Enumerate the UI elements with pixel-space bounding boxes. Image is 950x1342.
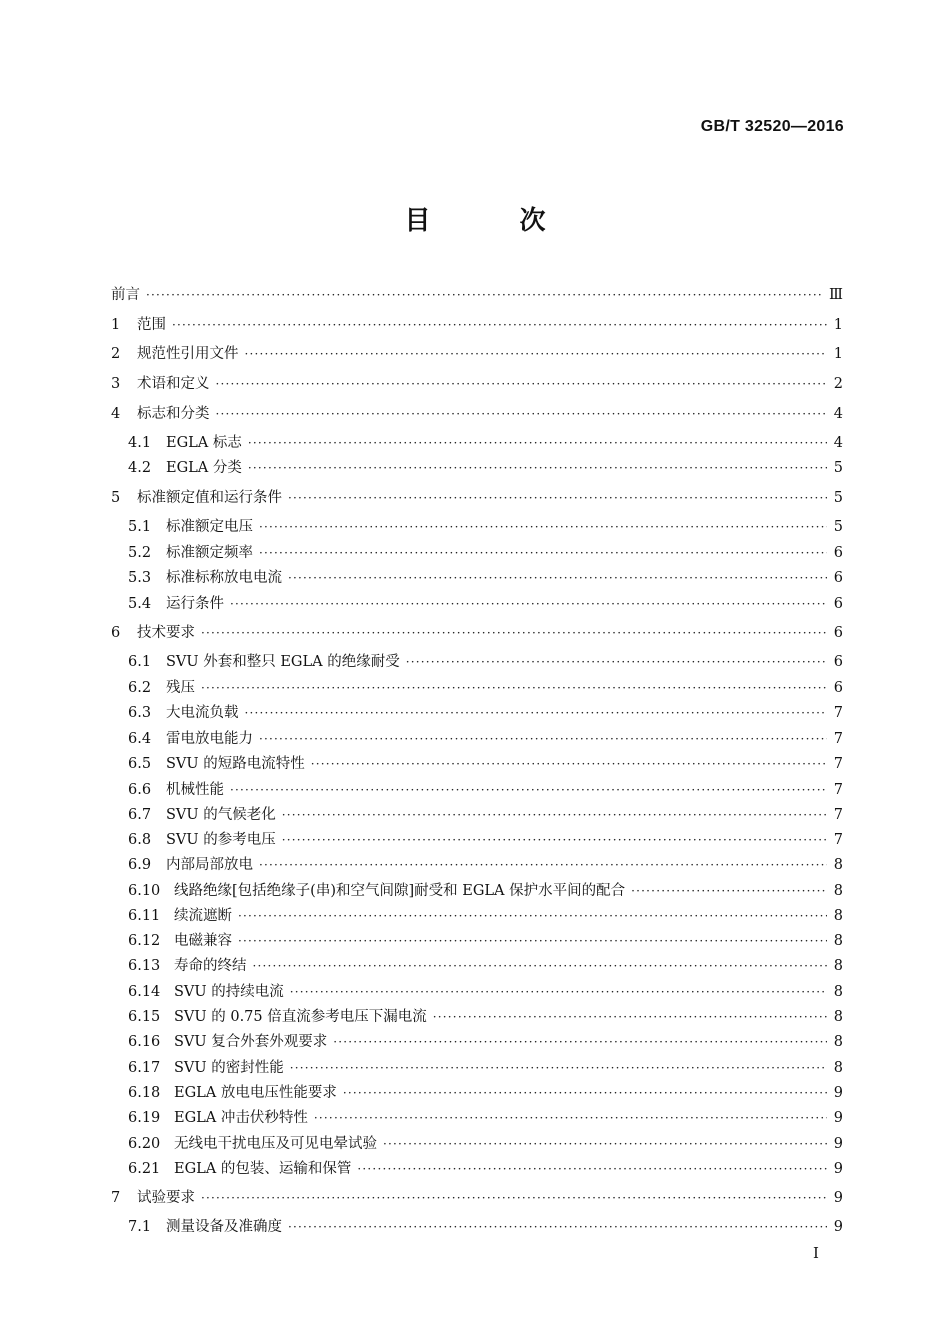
toc-leader-dots (245, 343, 828, 365)
toc-entry[interactable] (111, 284, 845, 306)
toc-leader-dots (238, 930, 827, 952)
toc-entry-number: 6.5 (128, 756, 152, 772)
toc-entry[interactable] (111, 1216, 845, 1238)
toc-entry-number: 5 (111, 490, 121, 506)
toc-entry-page: 2 (833, 376, 843, 392)
toc-leader-dots (282, 804, 827, 826)
toc-entry-page: 4 (833, 406, 843, 422)
toc-entry-label: EGLA 放电电压性能要求 (174, 1085, 337, 1101)
toc-entry-page: 8 (833, 1034, 843, 1050)
toc-entry-number: 6.21 (128, 1161, 161, 1177)
toc-entry-label: 残压 (166, 680, 195, 696)
toc-leader-dots (333, 1031, 827, 1053)
toc-leader-dots (290, 981, 827, 1003)
toc-leader-dots (433, 1006, 827, 1028)
toc-entry-label: 寿命的终结 (174, 958, 247, 974)
toc-entry-number: 5.4 (128, 596, 152, 612)
toc-entry-number: 5.2 (128, 545, 152, 561)
toc-entry-number: 6.12 (128, 933, 161, 949)
toc-leader-dots (146, 284, 823, 306)
toc-entry-page: 5 (833, 490, 843, 506)
toc-leader-dots (314, 1107, 827, 1129)
toc-entry-label: 范围 (137, 317, 166, 333)
toc-entry-number: 6 (111, 625, 121, 641)
toc-leader-dots (259, 516, 827, 538)
toc-entry-label: SVU 外套和整只 EGLA 的绝缘耐受 (166, 654, 400, 670)
toc-entry[interactable] (111, 880, 845, 902)
toc-entry-page: 5 (833, 519, 843, 535)
toc-entry-number: 6.1 (128, 654, 152, 670)
toc-entry[interactable] (111, 955, 845, 977)
toc-entry-page: 8 (833, 1009, 843, 1025)
toc-entry-label: SVU 的 0.75 倍直流参考电压下漏电流 (174, 1009, 427, 1025)
toc-entry-label: SVU 的短路电流特性 (166, 756, 305, 772)
toc-entry[interactable] (111, 854, 845, 876)
toc-entry-label: SVU 的持续电流 (174, 984, 284, 1000)
toc-leader-dots (248, 457, 827, 479)
toc-entry[interactable] (111, 804, 845, 826)
toc-leader-dots (357, 1158, 827, 1180)
toc-entry-page: 1 (833, 346, 843, 362)
toc-entry-number: 6.9 (128, 857, 152, 873)
toc-entry-number: 6.13 (128, 958, 161, 974)
toc-entry-number: 6.4 (128, 731, 152, 747)
toc-entry-number: 6.20 (128, 1136, 161, 1152)
toc-leader-dots (631, 880, 827, 902)
toc-entry[interactable] (111, 1133, 845, 1155)
toc-entry-number: 7 (111, 1190, 121, 1206)
toc-entry[interactable] (111, 593, 845, 615)
toc-entry-number: 6.16 (128, 1034, 161, 1050)
toc-entry-label: 电磁兼容 (174, 933, 232, 949)
toc-entry-label: EGLA 分类 (166, 460, 242, 476)
toc-entry[interactable] (111, 677, 845, 699)
toc-entry-page: 9 (833, 1161, 843, 1177)
toc-entry-number: 6.3 (128, 705, 152, 721)
toc-entry-label: 标准额定值和运行条件 (137, 490, 282, 506)
toc-leader-dots (230, 593, 827, 615)
toc-entry-number: 5.1 (128, 519, 152, 535)
toc-entry-number: 4.2 (128, 460, 152, 476)
standard-code: GB/T 32520—2016 (700, 118, 844, 135)
toc-entry-number: 6.11 (128, 908, 161, 924)
toc-entry-page: 6 (833, 680, 843, 696)
toc-leader-dots (201, 1187, 827, 1209)
toc-entry-number: 6.17 (128, 1060, 161, 1076)
toc-entry-page: 4 (833, 435, 843, 451)
toc-leader-dots (259, 854, 827, 876)
toc-entry-page: 8 (833, 933, 843, 949)
toc-leader-dots (216, 373, 828, 395)
toc-entry[interactable] (111, 651, 845, 673)
toc-leader-dots (253, 955, 828, 977)
toc-entry[interactable] (111, 930, 845, 952)
page-title: 目 次 (404, 206, 586, 236)
toc-entry-label: 内部局部放电 (166, 857, 253, 873)
toc-entry-label: 标准额定电压 (166, 519, 253, 535)
toc-leader-dots (311, 753, 827, 775)
toc-entry-number: 6.15 (128, 1009, 161, 1025)
toc-leader-dots (290, 1057, 827, 1079)
toc-entry[interactable] (111, 457, 845, 479)
toc-entry-label: SVU 复合外套外观要求 (174, 1034, 328, 1050)
toc-entry-number: 6.8 (128, 832, 152, 848)
toc-entry[interactable] (111, 516, 845, 538)
toc-entry-label: EGLA 的包装、运输和保管 (174, 1161, 352, 1177)
toc-entry-label: EGLA 标志 (166, 435, 242, 451)
toc-entry[interactable] (111, 314, 845, 336)
toc-entry-label: 标志和分类 (137, 406, 210, 422)
toc-entry[interactable] (111, 1006, 845, 1028)
toc-entry[interactable] (111, 1107, 845, 1129)
toc-entry-page: 7 (833, 731, 843, 747)
toc-entry-number: 4 (111, 406, 121, 422)
toc-entry[interactable] (111, 432, 845, 454)
toc-entry[interactable] (111, 753, 845, 775)
toc-entry[interactable] (111, 1158, 845, 1180)
toc-entry-label: SVU 的气候老化 (166, 807, 276, 823)
toc-entry[interactable] (111, 567, 845, 589)
toc-entry-page: 5 (833, 460, 843, 476)
toc-entry-number: 6.7 (128, 807, 152, 823)
toc-entry-label: 标准标称放电电流 (166, 570, 282, 586)
toc-entry-number: 3 (111, 376, 121, 392)
toc-entry[interactable] (111, 542, 845, 564)
toc-entry-page: 7 (833, 832, 843, 848)
toc-entry-page: 7 (833, 782, 843, 798)
toc-entry-number: 6.18 (128, 1085, 161, 1101)
toc-entry-label: 线路绝缘[包括绝缘子(串)和空气间隙]耐受和 EGLA 保护水平间的配合 (174, 883, 626, 899)
toc-entry[interactable] (111, 343, 845, 365)
toc-leader-dots (201, 622, 827, 644)
toc-entry[interactable] (111, 1031, 845, 1053)
toc-entry-page: 6 (833, 625, 843, 641)
toc-entry-page: 9 (833, 1110, 843, 1126)
toc-entry-page: Ⅲ (829, 287, 843, 303)
toc-entry-page: 6 (833, 570, 843, 586)
toc-leader-dots (406, 651, 827, 673)
toc-entry-label: 术语和定义 (137, 376, 210, 392)
toc-entry-label: EGLA 冲击伏秒特性 (174, 1110, 308, 1126)
toc-leader-dots (245, 702, 828, 724)
toc-entry-label: 前言 (111, 287, 140, 303)
toc-entry-label: 运行条件 (166, 596, 224, 612)
toc-entry-label: 雷电放电能力 (166, 731, 253, 747)
toc-entry-page: 8 (833, 984, 843, 1000)
toc-entry-page: 1 (833, 317, 843, 333)
toc-entry-number: 6.2 (128, 680, 152, 696)
toc-leader-dots (172, 314, 827, 336)
toc-entry[interactable] (111, 702, 845, 724)
toc-entry-page: 7 (833, 705, 843, 721)
toc-leader-dots (288, 487, 827, 509)
toc-entry-page: 8 (833, 908, 843, 924)
toc-entry[interactable] (111, 373, 845, 395)
toc-leader-dots (343, 1082, 827, 1104)
toc-entry-page: 7 (833, 756, 843, 772)
toc-entry-label: 机械性能 (166, 782, 224, 798)
toc-entry[interactable] (111, 1057, 845, 1079)
toc-entry-label: SVU 的参考电压 (166, 832, 276, 848)
toc-entry[interactable] (111, 829, 845, 851)
toc-entry[interactable] (111, 1082, 845, 1104)
toc-entry-label: SVU 的密封性能 (174, 1060, 284, 1076)
toc-leader-dots (259, 728, 827, 750)
toc-leader-dots (238, 905, 827, 927)
toc-entry-page: 8 (833, 1060, 843, 1076)
toc-leader-dots (288, 1216, 827, 1238)
toc-entry[interactable] (111, 905, 845, 927)
toc-entry[interactable] (111, 403, 845, 425)
page-number: I (813, 1244, 819, 1262)
toc-entry-number: 4.1 (128, 435, 152, 451)
toc-leader-dots (282, 829, 827, 851)
toc-entry[interactable] (111, 779, 845, 801)
toc-leader-dots (288, 567, 827, 589)
toc-entry-number: 7.1 (128, 1219, 152, 1235)
toc-entry-page: 9 (833, 1085, 843, 1101)
toc-entry-label: 测量设备及准确度 (166, 1219, 282, 1235)
toc-entry[interactable] (111, 622, 845, 644)
toc-entry-number: 6.6 (128, 782, 152, 798)
toc-entry-number: 6.19 (128, 1110, 161, 1126)
toc-entry-page: 6 (833, 545, 843, 561)
toc-entry-page: 9 (833, 1190, 843, 1206)
toc-entry-number: 5.3 (128, 570, 152, 586)
toc-entry[interactable] (111, 981, 845, 1003)
toc-entry-page: 8 (833, 883, 843, 899)
toc-entry[interactable] (111, 1187, 845, 1209)
toc-entry-page: 8 (833, 958, 843, 974)
toc-leader-dots (248, 432, 827, 454)
toc-entry-label: 标准额定频率 (166, 545, 253, 561)
toc-leader-dots (259, 542, 827, 564)
toc-entry-number: 2 (111, 346, 121, 362)
toc-entry[interactable] (111, 487, 845, 509)
toc-entry-label: 试验要求 (137, 1190, 195, 1206)
toc-entry-page: 6 (833, 596, 843, 612)
toc-entry-page: 7 (833, 807, 843, 823)
toc-entry-label: 技术要求 (137, 625, 195, 641)
toc-entry-page: 6 (833, 654, 843, 670)
toc-leader-dots (201, 677, 827, 699)
toc-leader-dots (216, 403, 828, 425)
toc-entry-label: 规范性引用文件 (137, 346, 239, 362)
toc-entry-page: 8 (833, 857, 843, 873)
toc-entry-label: 大电流负载 (166, 705, 239, 721)
toc-entry-number: 6.14 (128, 984, 161, 1000)
toc-entry-label: 续流遮断 (174, 908, 232, 924)
toc-entry[interactable] (111, 728, 845, 750)
toc-entry-page: 9 (833, 1219, 843, 1235)
toc-entry-number: 6.10 (128, 883, 161, 899)
toc-entry-page: 9 (833, 1136, 843, 1152)
toc-leader-dots (383, 1133, 827, 1155)
toc-entry-number: 1 (111, 317, 121, 333)
toc-leader-dots (230, 779, 827, 801)
toc-entry-label: 无线电干扰电压及可见电晕试验 (174, 1136, 377, 1152)
